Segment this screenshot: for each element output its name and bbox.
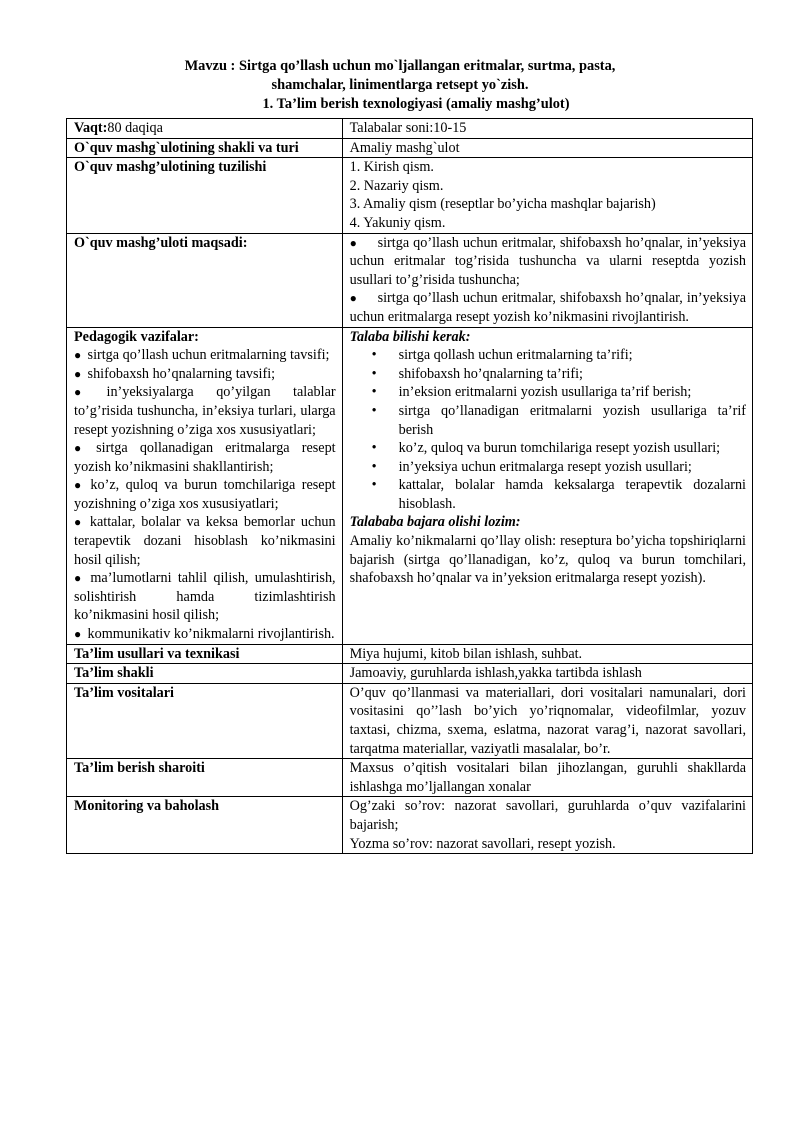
table-row: [67, 119, 753, 139]
monitoring-label: Monitoring va baholash: [67, 797, 343, 854]
table-row: [67, 233, 753, 327]
bullet-icon: ●: [74, 515, 82, 530]
structure-item: 1. Kirish qism.: [349, 159, 434, 176]
table-row: [67, 797, 753, 854]
list-item: • sirtga qollash uchun eritmalarning ta’rifi;: [372, 346, 746, 365]
ped-item: ko’z, quloq va burun tomchilariga resept yozishning o’ziga xos xususiyatlari;: [74, 477, 336, 512]
shape-label: Ta’lim shakli: [67, 664, 343, 684]
form-value: Amaliy mashg`ulot: [342, 138, 752, 158]
shape-value: Jamoaviy, guruhlarda ishlash,yakka tartibda ishlash: [342, 664, 752, 684]
lesson-plan-table: [66, 118, 753, 854]
list-item: • ko’z, quloq va burun tomchilariga resept yozish usullari;: [372, 439, 746, 458]
monitoring-value-written: Yozma so’rov: nazorat savollari, resept yozish.: [349, 835, 616, 852]
structure-item: 4. Yakuniy qism.: [349, 214, 446, 231]
ped-item: kattalar, bolalar va keksa bemorlar uchun terapevtik dozani hisoblash ko’nikmasini hosil qilish;: [74, 514, 336, 568]
monitoring-value-oral: Og’zaki so’rov: nazorat savollari, guruhlarda o’quv vazifalarini bajarish;: [349, 798, 746, 833]
goal-item: sirtga qo’llash uchun eritmalar, shifobaxsh ho’qnalar, in’yeksiya uchun eritmalar tog’risida tushuncha va ularni reseptda yozish usullari to’g’risida tushuncha;: [349, 234, 746, 288]
student-skills-text: Amaliy ko’nikmalarni qo’llay olish: reseptura bo’yicha topshiriqlarni bajarish (sirtga qo’llanadigan, ko’z, quloq va burun tomchilari, shafobaxsh ho’qnalar va in’yeksion eritmalarga resept yozish).: [349, 533, 746, 587]
student-knowledge-label: Talaba bilishi kerak:: [349, 328, 471, 345]
conditions-value: Maxsus o’qitish vositalari bilan jihozlangan, guruhli shakllarda ishlashga mo’ljallangan xonalar: [342, 759, 752, 797]
list-item: • kattalar, bolalar hamda keksalarga terapevtik dozalarni hisoblash.: [372, 476, 746, 513]
students-count: Talabalar soni:10-15: [342, 119, 752, 139]
table-row: [67, 759, 753, 797]
ped-item: in’yeksiyalarga qo’yilgan talablar to’g’risida tushuncha, in’eksiya turlari, ularga resept yozishning o’ziga xos xususiyatlari;: [74, 384, 336, 438]
bullet-icon: ●: [74, 348, 82, 363]
time-value: 80 daqiqa: [107, 120, 163, 136]
title-line-1: Mavzu : Sirtga qo’llash uchun mo`ljallangan eritmalar, surtma, pasta,: [184, 58, 616, 74]
bullet-icon: ●: [349, 291, 357, 306]
bullet-icon: ●: [74, 627, 82, 642]
bullet-icon: ●: [349, 235, 357, 250]
list-item: • in’yeksiya uchun eritmalarga resept yozish usullari;: [372, 458, 746, 477]
bullet-icon: ●: [74, 478, 82, 493]
form-label: O`quv mashg`ulotining shakli va turi: [67, 138, 343, 158]
pedagogical-tasks-label: Pedagogik vazifalar:: [74, 328, 199, 345]
list-item: • shifobaxsh ho’qnalarning ta’rifi;: [372, 365, 746, 384]
time-label: Vaqt:: [74, 120, 108, 136]
bullet-icon: ●: [74, 441, 82, 456]
knowledge-list: [350, 346, 746, 513]
bullet-icon: ●: [74, 571, 82, 586]
table-row: [67, 158, 753, 233]
bullet-icon: ●: [74, 385, 82, 400]
conditions-label: Ta’lim berish sharoiti: [67, 759, 343, 797]
document-title: [0, 57, 800, 114]
goal-label: O`quv mashg’uloti maqsadi:: [67, 233, 343, 327]
ped-item: shifobaxsh ho’qnalarning tavsifi;: [87, 365, 276, 382]
methods-value: Miya hujumi, kitob bilan ishlash, suhbat.: [342, 644, 752, 664]
ped-item: sirtga qo’llash uchun eritmalarning tavsifi;: [87, 347, 330, 364]
goal-item: sirtga qo’llash uchun eritmalar, shifobaxsh ho’qnalar, in’yeksiya uchun eritmalarga resept yozish ko’nikmasini rivojlantirish.: [349, 290, 746, 325]
structure-label: O`quv mashg’ulotining tuzilishi: [67, 158, 343, 233]
ped-item: ma’lumotlarni tahlil qilish, umulashtirish, solishtirish hamda tizimlashtirish ko’nikmasini hosil qilish;: [74, 570, 336, 624]
ped-item: sirtga qollanadigan eritmalarga resept yozish ko’nikmasini shakllantirish;: [74, 440, 336, 475]
tools-value: O’quv qo’llanmasi va materiallari, dori vositalari namunalari, dori vositasini qo’’lash bo’yich yo’riqnomalar, videofilmlar, yozuv taxtasi, chizma, sxema, eslatma, nazorat varag’i, nazorat savollari, tarqatma materiallar, vaziyatli masalalar, bo’r.: [342, 683, 752, 758]
structure-item: 3. Amaliy qism (reseptlar bo’yicha mashqlar bajarish): [349, 196, 656, 213]
list-item: • in’eksion eritmalarni yozish usullariga ta’rif berish;: [372, 383, 746, 402]
student-skills-label: Talababa bajara olishi lozim:: [349, 514, 521, 531]
table-row: [67, 644, 753, 664]
title-line-2: shamchalar, linimentlarga retsept yo`zish.: [271, 77, 529, 93]
table-row: [67, 138, 753, 158]
methods-label: Ta’lim usullari va texnikasi: [67, 644, 343, 664]
table-row: [67, 683, 753, 758]
structure-item: 2. Nazariy qism.: [349, 177, 444, 194]
table-row: [67, 327, 753, 644]
bullet-icon: ●: [74, 366, 82, 381]
tools-label: Ta’lim vositalari: [67, 683, 343, 758]
ped-item: kommunikativ ko’nikmalarni rivojlantirish.: [87, 626, 335, 643]
title-line-3: 1. Ta’lim berish texnologiyasi (amaliy mashg’ulot): [262, 96, 570, 112]
table-row: [67, 664, 753, 684]
list-item: • sirtga qo’llanadigan eritmalarni yozish usullariga ta’rif berish: [372, 402, 746, 439]
